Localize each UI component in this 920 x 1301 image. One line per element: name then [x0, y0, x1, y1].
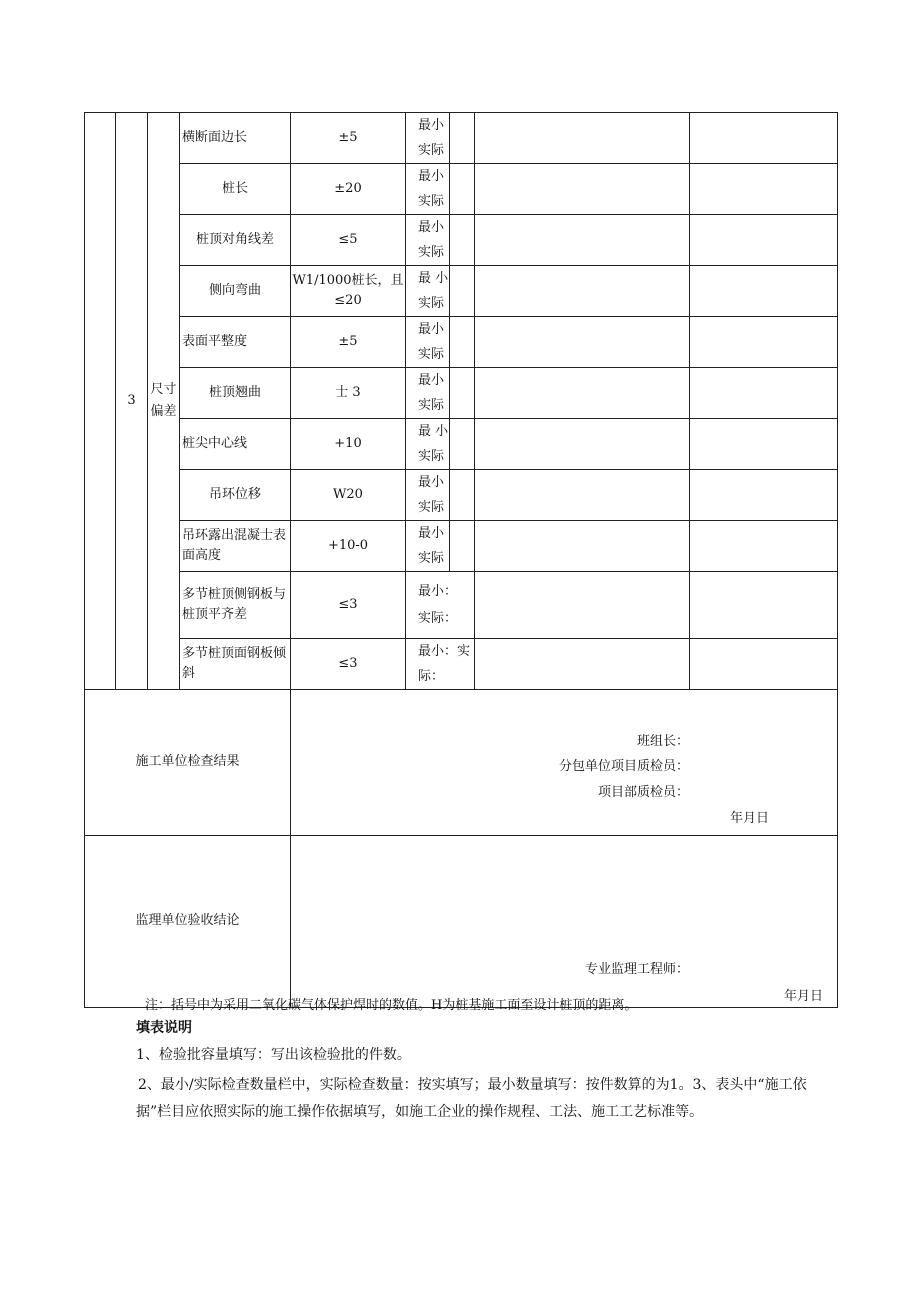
min-actual-cell — [406, 266, 450, 317]
result-cell[interactable] — [690, 639, 838, 690]
result-cell[interactable] — [690, 572, 838, 639]
blank-col — [85, 113, 116, 690]
count-cell[interactable] — [450, 164, 475, 215]
record-cell[interactable] — [475, 639, 690, 690]
table-row — [85, 470, 838, 521]
actual-label: 实际 — [418, 245, 445, 260]
instruction-1: 1、检验批容量填写：写出该检验批的件数。 — [136, 1047, 411, 1063]
min-actual-cell — [406, 317, 450, 368]
construction-date: 年月日 — [729, 811, 769, 826]
result-cell[interactable] — [690, 164, 838, 215]
count-cell[interactable] — [450, 266, 475, 317]
tolerance: ≤3 — [291, 639, 406, 690]
record-cell[interactable] — [475, 266, 690, 317]
min-actual-cell — [406, 572, 475, 639]
min-actual-cell — [406, 419, 450, 470]
item-name: 桩尖中心线 — [180, 419, 291, 470]
supervision-date: 年月日 — [783, 988, 823, 1004]
min-label: 最小 — [418, 475, 445, 490]
table-row — [85, 419, 838, 470]
min-actual-cell — [406, 639, 475, 690]
item-name: 桩顶对角线差 — [180, 215, 291, 266]
instruction-2: 2、最小/实际检查数量栏中，实际检查数量：按实填写；最小数量填写：按件数算的为1。3、表头中“施工依据”栏目应依照实际的施工操作依据填写，如施工企业的操作规程、工法、施工工艺标准等。 — [136, 1077, 807, 1120]
table-row — [85, 639, 838, 690]
tolerance: +10 — [291, 419, 406, 470]
sub-inspector-label: 分包单位项目质检员： — [558, 759, 689, 774]
result-cell[interactable] — [690, 266, 838, 317]
record-cell[interactable] — [475, 572, 690, 639]
result-cell[interactable] — [690, 521, 838, 572]
actual-label: 际： — [418, 669, 445, 684]
count-cell[interactable] — [450, 215, 475, 266]
table-row — [85, 572, 838, 639]
min-actual-cell — [406, 164, 450, 215]
section-no: 3 — [116, 113, 148, 690]
tolerance: W1/1000桩长，且≤20 — [291, 266, 406, 317]
item-name: 桩顶翘曲 — [180, 368, 291, 419]
table-row — [85, 113, 838, 164]
tolerance: +10-0 — [291, 521, 406, 572]
construction-label: 施工单位检查结果 — [85, 690, 291, 836]
instructions-heading: 填表说明 — [136, 1020, 192, 1036]
dept-inspector-label: 项目部质检员： — [597, 785, 689, 800]
min-label: 最小 — [418, 220, 445, 235]
supervision-result-cell[interactable] — [291, 836, 838, 1008]
item-name: 吊环露出混凝士表面高度 — [180, 521, 291, 572]
actual-label: 实际 — [418, 296, 445, 311]
actual-label: 实际 — [418, 143, 445, 158]
min-actual-cell — [406, 368, 450, 419]
table-note: 注：括号中为采用二氧化碳气体保护焊时的数值。H为桩基施工面至设计桩顶的距离。 — [145, 998, 638, 1013]
count-cell[interactable] — [450, 368, 475, 419]
actual-label: 实际 — [418, 551, 445, 566]
result-cell[interactable] — [690, 368, 838, 419]
item-name: 桩长 — [180, 164, 291, 215]
supervisor-label: 专业监理工程师： — [584, 961, 689, 977]
count-cell[interactable] — [450, 113, 475, 164]
min-label: 最小 — [418, 526, 445, 541]
tolerance: ±20 — [291, 164, 406, 215]
table-row — [85, 164, 838, 215]
record-cell[interactable] — [475, 113, 690, 164]
table-row — [85, 368, 838, 419]
record-cell[interactable] — [475, 215, 690, 266]
result-cell[interactable] — [690, 215, 838, 266]
min-label: 最小 — [418, 169, 445, 184]
count-cell[interactable] — [450, 521, 475, 572]
min-label: 最 小 — [418, 424, 449, 439]
table-row — [85, 266, 838, 317]
record-cell[interactable] — [475, 164, 690, 215]
construction-row — [85, 690, 838, 836]
actual-label: 实际 — [418, 347, 445, 362]
record-cell[interactable] — [475, 521, 690, 572]
count-cell[interactable] — [450, 419, 475, 470]
min-label: 最 小 — [418, 271, 449, 286]
team-leader-label: 班组长： — [636, 734, 689, 749]
actual-label: 实际 — [418, 500, 445, 515]
tolerance: ≤5 — [291, 215, 406, 266]
item-name: 侧向弯曲 — [180, 266, 291, 317]
supervision-row — [85, 836, 838, 1008]
actual-label: 实际： — [418, 611, 458, 626]
min-actual-cell — [406, 113, 450, 164]
inspection-table — [84, 112, 838, 1008]
count-cell[interactable] — [450, 317, 475, 368]
min-actual-cell — [406, 215, 450, 266]
item-name: 多节桩顶面钢板倾斜 — [180, 639, 291, 690]
tolerance: 士 3 — [291, 368, 406, 419]
tolerance: ±5 — [291, 317, 406, 368]
min-label: 最小 — [418, 322, 445, 337]
section-label: 尺寸偏差 — [148, 113, 180, 690]
min-actual-cell — [406, 521, 450, 572]
result-cell[interactable] — [690, 317, 838, 368]
tolerance: ≤3 — [291, 572, 406, 639]
actual-label: 实际 — [418, 194, 445, 209]
table-row — [85, 215, 838, 266]
result-cell[interactable] — [690, 470, 838, 521]
record-cell[interactable] — [475, 470, 690, 521]
item-name: 多节桩顶侧钢板与桩顶平齐差 — [180, 572, 291, 639]
count-cell[interactable] — [450, 470, 475, 521]
min-label: 最小： — [418, 584, 458, 599]
item-name: 吊环位移 — [180, 470, 291, 521]
supervision-label: 监理单位验收结论 — [85, 836, 291, 1008]
record-cell[interactable] — [475, 317, 690, 368]
actual-label: 实际 — [418, 449, 445, 464]
result-cell[interactable] — [690, 113, 838, 164]
result-cell[interactable] — [690, 419, 838, 470]
min-label: 最小：实 — [418, 644, 471, 659]
record-cell[interactable] — [475, 419, 690, 470]
table-row — [85, 521, 838, 572]
min-actual-cell — [406, 470, 450, 521]
table-row — [85, 317, 838, 368]
item-name: 表面平整度 — [180, 317, 291, 368]
min-label: 最小 — [418, 373, 445, 388]
tolerance: ±5 — [291, 113, 406, 164]
construction-result-cell[interactable] — [291, 690, 838, 836]
record-cell[interactable] — [475, 368, 690, 419]
min-label: 最小 — [418, 118, 445, 133]
item-name: 横断面边长 — [180, 113, 291, 164]
tolerance: W20 — [291, 470, 406, 521]
actual-label: 实际 — [418, 398, 445, 413]
